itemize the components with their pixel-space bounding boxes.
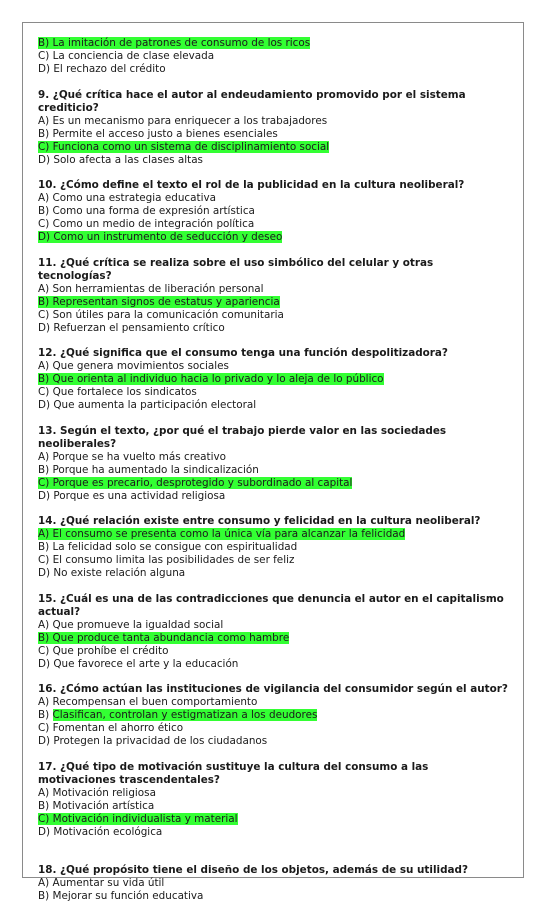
option-text: B) Que produce tanta abundancia como hambre (38, 631, 290, 644)
question-title: 13. Según el texto, ¿por qué el trabajo pierde valor en las sociedades neoliberales? (38, 424, 447, 450)
option-text: D) No existe relación alguna (38, 567, 186, 579)
option-text: C) El consumo limita las posibilidades de ser feliz (38, 554, 295, 566)
question-title: 17. ¿Qué tipo de motivación sustituye la cultura del consumo a las motivaciones trascendentales? (38, 760, 429, 786)
option-line (38, 50, 508, 63)
option-line (38, 722, 508, 735)
question-list (38, 89, 508, 904)
option-text: C) Son útiles para la comunicación comunitaria (38, 308, 284, 321)
option-line (38, 218, 508, 231)
option-line (38, 399, 508, 412)
option-text: A) Recompensan el buen comportamiento (38, 696, 258, 708)
option-text: C) La conciencia de clase elevada (38, 50, 215, 62)
option-line (38, 477, 508, 490)
option-text: C) Porque es precario, desprotegido y subordinado al capital (38, 476, 353, 489)
question-title: 12. ¿Qué significa que el consumo tenga una función despolitizadora? (38, 347, 448, 359)
option-text: D) Protegen la privacidad de los ciudadanos (38, 735, 268, 747)
question-title: 9. ¿Qué crítica hace el autor al endeudamiento promovido por el sistema crediticio? (38, 88, 466, 114)
option-line (38, 813, 508, 826)
question-block (38, 425, 508, 503)
option-text: A) Que promueve la igualdad social (38, 618, 224, 631)
option-text: C) Que prohíbe el crédito (38, 644, 169, 657)
option-line (38, 141, 508, 154)
question-block (38, 683, 508, 748)
option-line (38, 619, 508, 632)
question-block (38, 761, 508, 839)
question-block (38, 89, 508, 167)
question-block (38, 179, 508, 244)
option-line (38, 451, 508, 464)
option-text: B) Como una forma de expresión artística (38, 205, 255, 217)
question-title: 18. ¿Qué propósito tiene el diseño de los objetos, además de su utilidad? (38, 864, 468, 876)
option-text: D) Refuerzan el pensamiento crítico (38, 321, 225, 334)
option-line (38, 490, 508, 503)
question-block (38, 864, 508, 903)
option-line (38, 890, 508, 903)
option-line (38, 231, 508, 244)
spacer (38, 851, 508, 864)
option-line (38, 309, 508, 322)
option-line (38, 464, 508, 477)
option-text: C) Como un medio de integración política (38, 218, 255, 230)
option-text: B) Que orienta al individuo hacia lo privado y lo aleja de lo público (38, 373, 384, 385)
option-text: B) Porque ha aumentado la sindicalización (38, 463, 259, 476)
option-line (38, 205, 508, 218)
intro-options (38, 37, 508, 76)
option-text: A) Es un mecanismo para enriquecer a los trabajadores (38, 114, 328, 127)
option-text: A) Que genera movimientos sociales (38, 360, 229, 372)
option-text: B) La imitación de patrones de consumo de los ricos (38, 37, 311, 49)
option-line (38, 37, 508, 50)
question-block (38, 347, 508, 412)
question-title: 14. ¿Qué relación existe entre consumo y felicidad en la cultura neoliberal? (38, 515, 481, 527)
option-text: B) La felicidad solo se consigue con espiritualidad (38, 541, 298, 553)
option-text: A) Porque se ha vuelto más creativo (38, 450, 226, 463)
option-text: D) El rechazo del crédito (38, 63, 166, 75)
option-text: B) Representan signos de estatus y apariencia (38, 295, 280, 308)
option-line (38, 645, 508, 658)
option-text: D) Como un instrumento de seducción y deseo (38, 231, 283, 243)
option-line (38, 154, 508, 167)
option-text: A) Como una estrategia educativa (38, 192, 216, 204)
option-text: C) Que fortalece los sindicatos (38, 386, 197, 398)
document-content (38, 37, 508, 916)
option-text: D) Motivación ecológica (38, 825, 163, 838)
option-text: A) Aumentar su vida útil (38, 877, 165, 889)
option-line (38, 787, 508, 800)
option-text: B) Clasifican, controlan y estigmatizan a los deudores (38, 709, 318, 721)
option-text: B) Motivación artística (38, 799, 155, 812)
option-line (38, 115, 508, 128)
option-text: A) Son herramientas de liberación personal (38, 282, 264, 295)
option-line (38, 360, 508, 373)
question-block (38, 515, 508, 580)
question-title: 15. ¿Cuál es una de las contradicciones que denuncia el autor en el capitalismo actual? (38, 592, 504, 618)
option-text: A) Motivación religiosa (38, 786, 156, 799)
question-title: 10. ¿Cómo define el texto el rol de la publicidad en la cultura neoliberal? (38, 179, 465, 191)
option-line (38, 709, 508, 722)
option-line (38, 386, 508, 399)
option-text: D) Que favorece el arte y la educación (38, 657, 239, 670)
option-line (38, 192, 508, 205)
option-line (38, 373, 508, 386)
option-line (38, 567, 508, 580)
option-text: C) Fomentan el ahorro ético (38, 722, 184, 734)
option-line (38, 877, 508, 890)
option-text: D) Porque es una actividad religiosa (38, 489, 226, 502)
option-text: B) Permite el acceso justo a bienes esenciales (38, 127, 278, 140)
option-text: D) Que aumenta la participación electoral (38, 399, 257, 411)
option-line (38, 800, 508, 813)
question-title: 16. ¿Cómo actúan las instituciones de vigilancia del consumidor según el autor? (38, 683, 508, 695)
option-line (38, 696, 508, 709)
option-line (38, 128, 508, 141)
question-block (38, 257, 508, 335)
option-text: D) Solo afecta a las clases altas (38, 153, 203, 166)
option-text: B) Mejorar su función educativa (38, 890, 204, 902)
option-line (38, 541, 508, 554)
option-line (38, 826, 508, 839)
question-title: 11. ¿Qué crítica se realiza sobre el uso simbólico del celular y otras tecnologías? (38, 256, 434, 282)
option-line (38, 283, 508, 296)
option-line (38, 632, 508, 645)
option-line (38, 63, 508, 76)
option-line (38, 554, 508, 567)
option-text: C) Motivación individualista y material (38, 812, 238, 825)
option-line (38, 658, 508, 671)
option-text: C) Funciona como un sistema de disciplinamiento social (38, 140, 330, 153)
option-line (38, 296, 508, 309)
option-text: A) El consumo se presenta como la única vía para alcanzar la felicidad (38, 528, 406, 540)
option-line (38, 735, 508, 748)
question-block (38, 593, 508, 671)
option-line (38, 528, 508, 541)
option-line (38, 322, 508, 335)
